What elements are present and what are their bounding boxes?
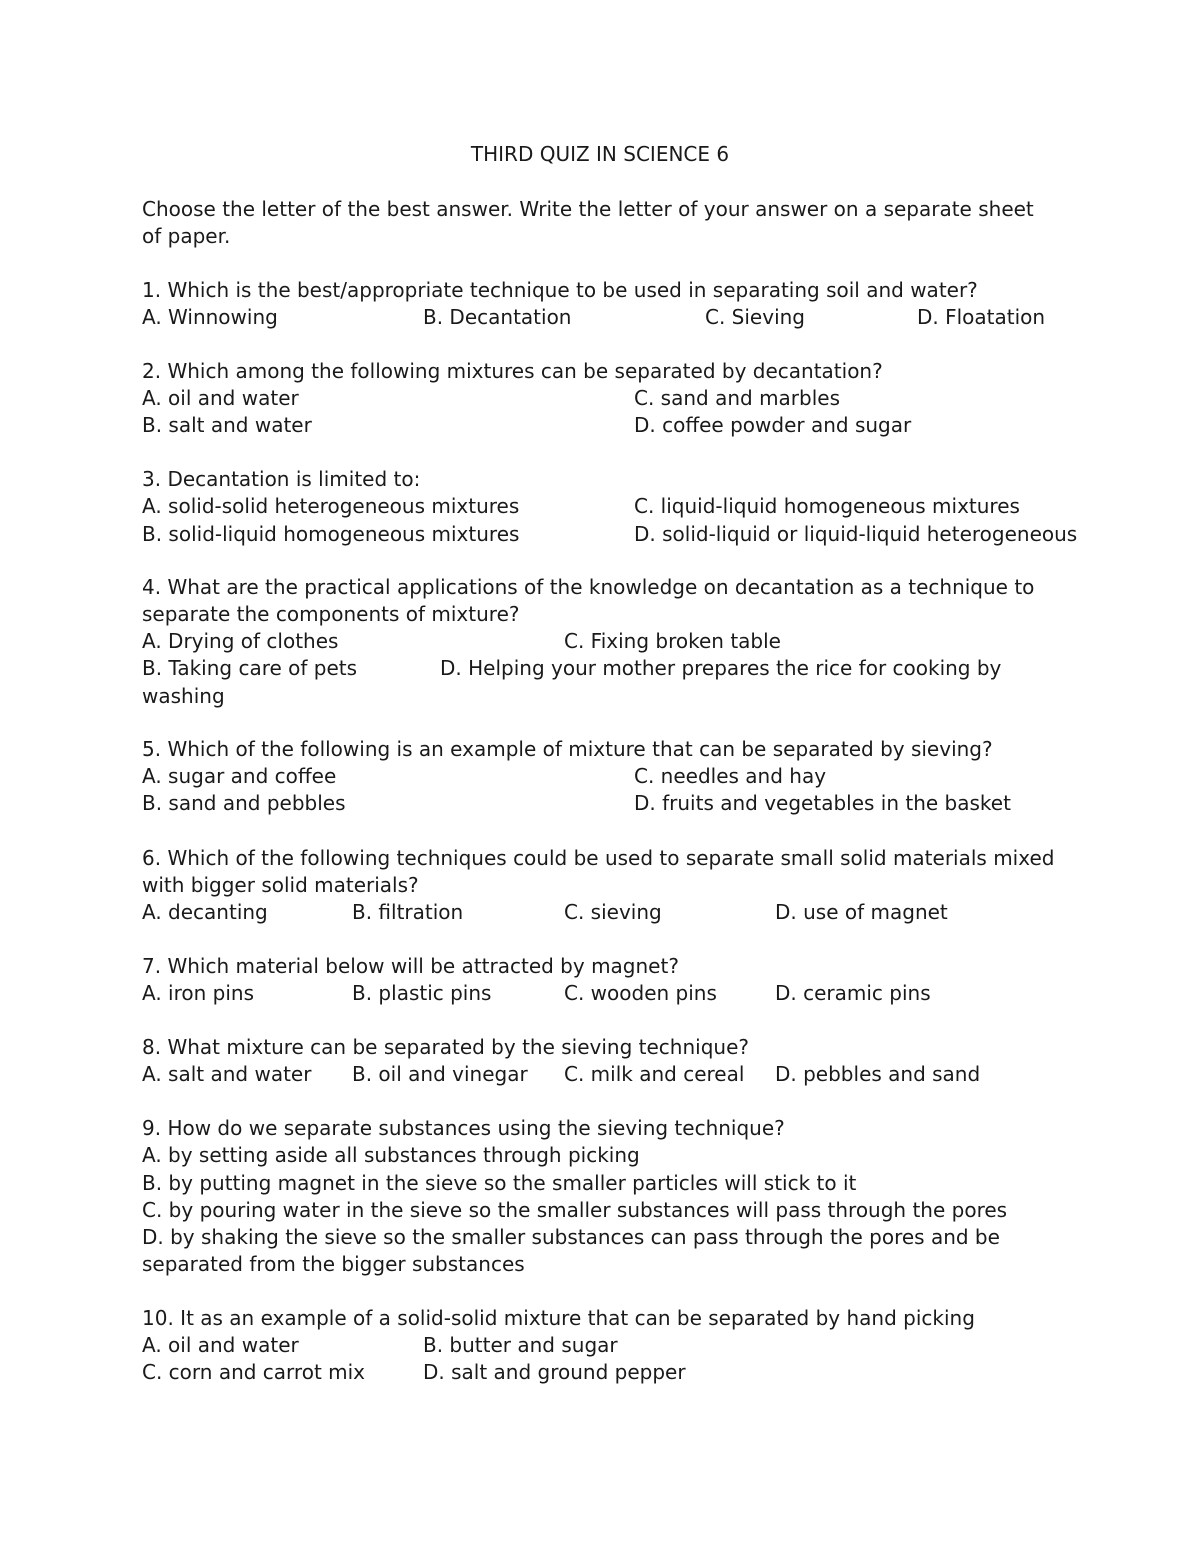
q5-option-a: A. sugar and coffee bbox=[142, 764, 337, 788]
q9-option-d-continuation: separated from the bigger substances bbox=[142, 1252, 525, 1276]
q4-option-b: B. Taking care of pets bbox=[142, 656, 358, 680]
q4-option-d: D. Helping your mother prepares the rice for cooking by bbox=[440, 656, 1002, 680]
q4-option-a: A. Drying of clothes bbox=[142, 629, 339, 653]
q3-option-d: D. solid-liquid or liquid-liquid heterogeneous bbox=[634, 522, 1078, 546]
q2-option-b: B. salt and water bbox=[142, 413, 312, 437]
q2-option-c: C. sand and marbles bbox=[634, 386, 841, 410]
instructions-line-1: Choose the letter of the best answer. Write the letter of your answer on a separate sheet bbox=[142, 197, 1034, 221]
q9-option-d: D. by shaking the sieve so the smaller substances can pass through the pores and be bbox=[142, 1225, 1000, 1249]
q6-option-b: B. filtration bbox=[352, 900, 464, 924]
question-9: 9. How do we separate substances using the sieving technique? bbox=[142, 1116, 785, 1140]
q1-option-b: B. Decantation bbox=[423, 305, 572, 329]
question-2: 2. Which among the following mixtures can be separated by decantation? bbox=[142, 359, 883, 383]
q8-option-d: D. pebbles and sand bbox=[775, 1062, 981, 1086]
q3-option-c: C. liquid-liquid homogeneous mixtures bbox=[634, 494, 1020, 518]
q8-option-c: C. milk and cereal bbox=[564, 1062, 745, 1086]
q2-option-d: D. coffee powder and sugar bbox=[634, 413, 912, 437]
q8-option-b: B. oil and vinegar bbox=[352, 1062, 528, 1086]
question-3: 3. Decantation is limited to: bbox=[142, 467, 421, 491]
q6-option-c: C. sieving bbox=[564, 900, 662, 924]
question-6-line-2: with bigger solid materials? bbox=[142, 873, 419, 897]
q1-option-c: C. Sieving bbox=[705, 305, 805, 329]
q7-option-a: A. iron pins bbox=[142, 981, 255, 1005]
q2-option-a: A. oil and water bbox=[142, 386, 299, 410]
q7-option-d: D. ceramic pins bbox=[775, 981, 931, 1005]
q10-option-a: A. oil and water bbox=[142, 1333, 299, 1357]
q6-option-d: D. use of magnet bbox=[775, 900, 948, 924]
question-7: 7. Which material below will be attracted by magnet? bbox=[142, 954, 679, 978]
q10-option-d: D. salt and ground pepper bbox=[423, 1360, 686, 1384]
q9-option-a: A. by setting aside all substances through picking bbox=[142, 1143, 640, 1167]
quiz-title: THIRD QUIZ IN SCIENCE 6 bbox=[470, 142, 730, 166]
q1-option-d: D. Floatation bbox=[917, 305, 1046, 329]
q6-option-a: A. decanting bbox=[142, 900, 268, 924]
question-5: 5. Which of the following is an example of mixture that can be separated by sieving? bbox=[142, 737, 993, 761]
question-8: 8. What mixture can be separated by the sieving technique? bbox=[142, 1035, 749, 1059]
question-4-line-1: 4. What are the practical applications of the knowledge on decantation as a technique to bbox=[142, 575, 1035, 599]
q5-option-c: C. needles and hay bbox=[634, 764, 827, 788]
question-4-line-2: separate the components of mixture? bbox=[142, 602, 520, 626]
q8-option-a: A. salt and water bbox=[142, 1062, 312, 1086]
question-1: 1. Which is the best/appropriate technique to be used in separating soil and water? bbox=[142, 278, 978, 302]
q5-option-b: B. sand and pebbles bbox=[142, 791, 346, 815]
q3-option-a: A. solid-solid heterogeneous mixtures bbox=[142, 494, 520, 518]
q4-option-c: C. Fixing broken table bbox=[564, 629, 781, 653]
q9-option-b: B. by putting magnet in the sieve so the smaller particles will stick to it bbox=[142, 1171, 857, 1195]
q7-option-c: C. wooden pins bbox=[564, 981, 717, 1005]
q7-option-b: B. plastic pins bbox=[352, 981, 492, 1005]
instructions-line-2: of paper. bbox=[142, 224, 231, 248]
question-10: 10. It as an example of a solid-solid mixture that can be separated by hand picking bbox=[142, 1306, 975, 1330]
q1-option-a: A. Winnowing bbox=[142, 305, 278, 329]
q10-option-b: B. butter and sugar bbox=[423, 1333, 618, 1357]
q5-option-d: D. fruits and vegetables in the basket bbox=[634, 791, 1011, 815]
q4-option-d-continuation: washing bbox=[142, 684, 225, 708]
q9-option-c: C. by pouring water in the sieve so the smaller substances will pass through the pores bbox=[142, 1198, 1008, 1222]
q3-option-b: B. solid-liquid homogeneous mixtures bbox=[142, 522, 520, 546]
question-6-line-1: 6. Which of the following techniques could be used to separate small solid materials mixed bbox=[142, 846, 1055, 870]
q10-option-c: C. corn and carrot mix bbox=[142, 1360, 366, 1384]
